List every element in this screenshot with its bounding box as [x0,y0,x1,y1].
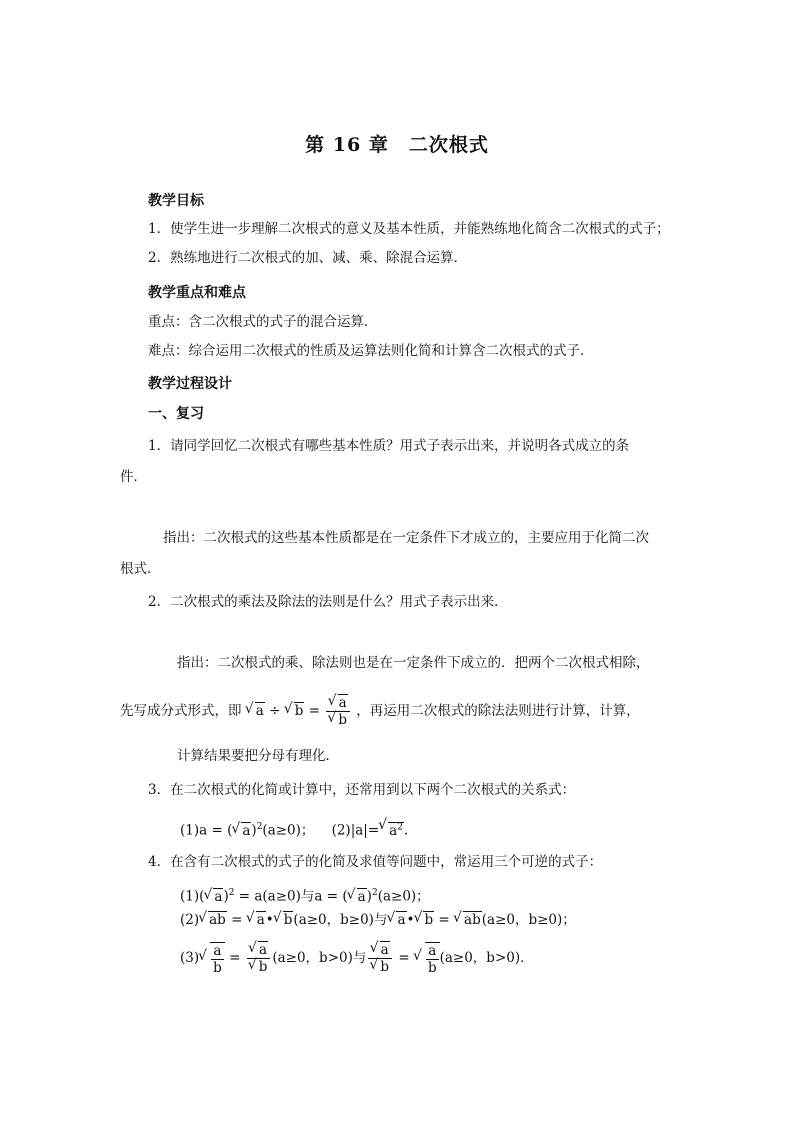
divide-sign: ÷ [269,703,281,719]
focus-difficulty: 难点：综合运用二次根式的性质及运算法则化简和计算含二次根式的式子． [148,343,594,359]
note-1-line-2: 根式． [120,561,161,577]
note-2-line-3: 计算结果要把分母有理化． [177,748,339,764]
goals-heading: 教学目标 [148,193,204,209]
focus-heading: 教学重点和难点 [148,285,246,301]
sqrt-b: √ b [285,694,305,728]
note-1-line-1: 指出：二次根式的这些基本性质都是在一定条件下才成立的，主要应用于化简二次 [163,530,649,546]
note-2-text-a: 先写成分式形式，即 [120,703,242,719]
q3-formula-line: (1)a = (√ a)$^2$(a≥0)； (2)|a|=√ $a^2$. [180,818,408,840]
sqrt-a: √ a [246,694,265,728]
q4-formula-1: (1)(√ a)$^2$ = a(a≥0)与a = (√ a)$^2$(a≥0)； [180,884,430,906]
focus-key: 重点：含二次根式的式子的混合运算． [148,314,378,330]
goal-item-2: 2．熟练地进行二次根式的加、减、乘、除混合运算． [148,250,468,266]
fraction: √ a √ b [326,695,350,728]
question-1-line-2: 件． [120,469,147,485]
goal-item-1: 1．使学生进一步理解二次根式的意义及基本性质，并能熟练地化简含二次根式的式子； [148,221,670,237]
note-2-text-b: ，再运用二次根式的除法法则进行计算，计算， [356,703,640,719]
page-title: 第 16 章 二次根式 [305,134,489,156]
q4-formula-3: (3) √ $\frac{a}{b}$ = √ a √ b (a≥0，b>0)与 √ a √ b = √ $\frac{a}{b}$ (a≥0，b>0)． [180,940,534,976]
review-heading: 一、复习 [148,406,204,422]
q4-formula-2: (2)√ ab = √ a•√ b(a≥0，b≥0)与√ a•√ b = √ ab(a≥0，b≥0)； [180,911,576,929]
question-4: 4．在含有二次根式的式子的化简及求值等问题中，常运用三个可逆的式子： [148,854,603,870]
question-1-line-1: 1．请同学回忆二次根式有哪些基本性质？用式子表示出来，并说明各式成立的条 [148,438,630,454]
question-3: 3．在二次根式的化简或计算中，还常用到以下两个二次根式的关系式： [148,782,576,798]
division-formula [246,695,356,728]
process-heading: 教学过程设计 [148,376,232,392]
note-2-line-1: 指出：二次根式的乘、除法则也是在一定条件下成立的．把两个二次根式相除， [177,655,650,671]
note-2-line-2 [120,694,640,728]
question-2: 2．二次根式的乘法及除法的法则是什么？用式子表示出来． [148,594,508,610]
equals-sign: = [308,703,321,719]
